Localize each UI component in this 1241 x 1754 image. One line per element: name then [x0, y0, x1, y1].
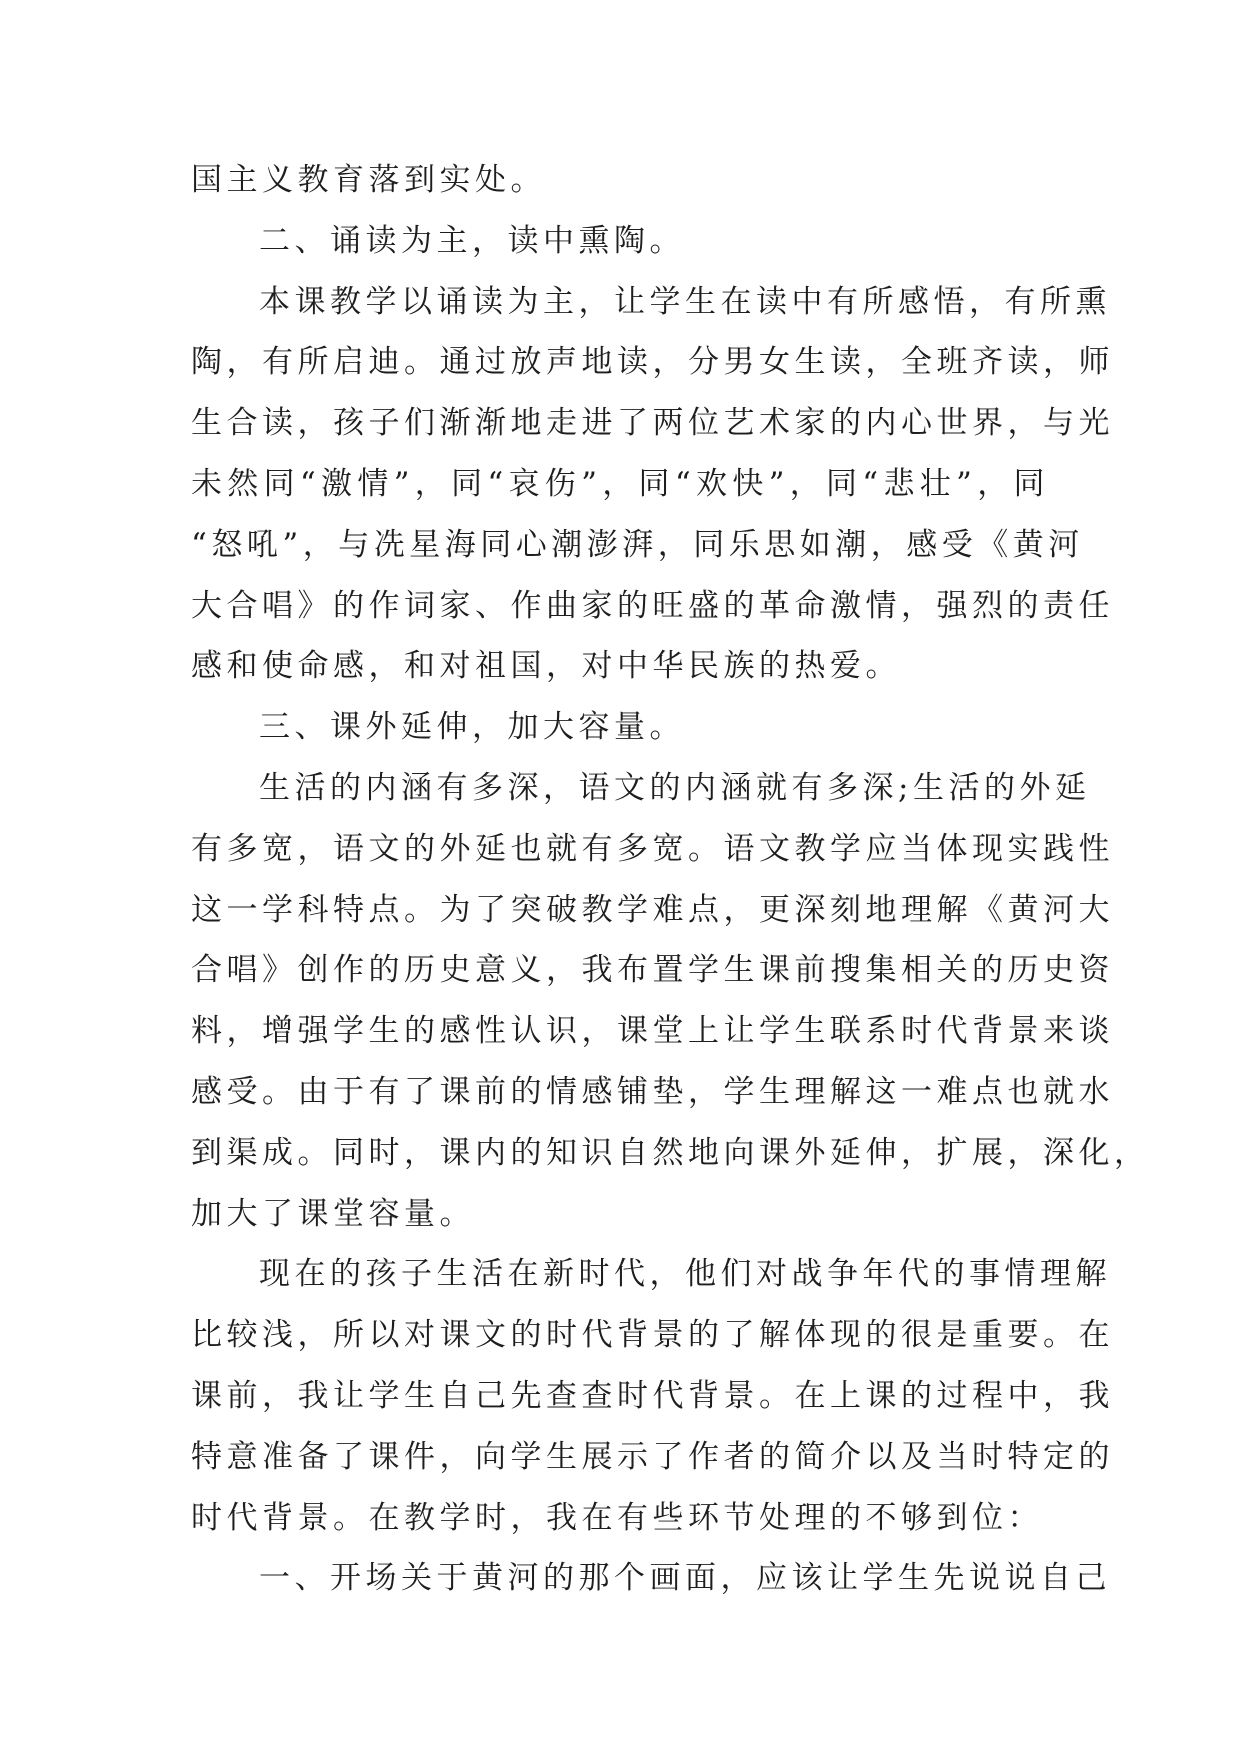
text-line: 大合唱》的作词家、作曲家的旺盛的革命激情，强烈的责任 [191, 587, 1114, 624]
text-line: 合唱》创作的历史意义，我布置学生课前搜集相关的历史资 [191, 952, 1114, 989]
text-line: 时代背景。在教学时，我在有些环节处理的不够到位： [191, 1499, 1043, 1536]
text-line: 国主义教育落到实处。 [191, 162, 546, 198]
text-line: 这一学科特点。为了突破教学难点，更深刻地理解《黄河大 [191, 891, 1114, 928]
text-line: 加大了课堂容量。 [191, 1195, 475, 1232]
text-line: 到渠成。同时，课内的知识自然地向课外延伸，扩展，深化， [191, 1134, 1150, 1171]
text-line: 感和使命感，和对祖国，对中华民族的热爱。 [191, 648, 901, 685]
text-line: 一、开场关于黄河的那个画面，应该让学生先说说自己 [259, 1560, 1111, 1597]
text-line: 生活的内涵有多深，语文的内涵就有多深;生活的外延 [259, 769, 1091, 806]
document-page [191, 150, 1150, 1609]
text-line: 料，增强学生的感性认识，课堂上让学生联系时代背景来谈 [191, 1013, 1114, 1050]
text-line: 感受。由于有了课前的情感铺垫，学生理解这一难点也就水 [191, 1073, 1114, 1110]
text-line: 课前，我让学生自己先查查时代背景。在上课的过程中，我 [191, 1377, 1114, 1414]
text-line: 未然同“激情”，同“哀伤”，同“欢快”，同“悲壮”，同 [191, 465, 1049, 502]
text-line: 本课教学以诵读为主，让学生在读中有所感悟，有所熏 [259, 283, 1111, 320]
text-line: 生合读，孩子们渐渐地走进了两位艺术家的内心世界，与光 [191, 405, 1114, 442]
text-line: “怒吼”，与冼星海同心潮澎湃，同乐思如潮，感受《黄河 [191, 526, 1084, 563]
text-line: 比较浅，所以对课文的时代背景的了解体现的很是重要。在 [191, 1317, 1114, 1354]
text-line: 有多宽，语文的外延也就有多宽。语文教学应当体现实践性 [191, 830, 1114, 867]
section-heading: 三、课外延伸，加大容量。 [259, 709, 685, 746]
section-heading: 二、诵读为主，读中熏陶。 [259, 222, 685, 259]
text-line: 陶，有所启迪。通过放声地读，分男女生读，全班齐读，师 [191, 344, 1114, 381]
text-line: 现在的孩子生活在新时代，他们对战争年代的事情理解 [259, 1256, 1111, 1293]
text-line: 特意准备了课件，向学生展示了作者的简介以及当时特定的 [191, 1438, 1114, 1475]
